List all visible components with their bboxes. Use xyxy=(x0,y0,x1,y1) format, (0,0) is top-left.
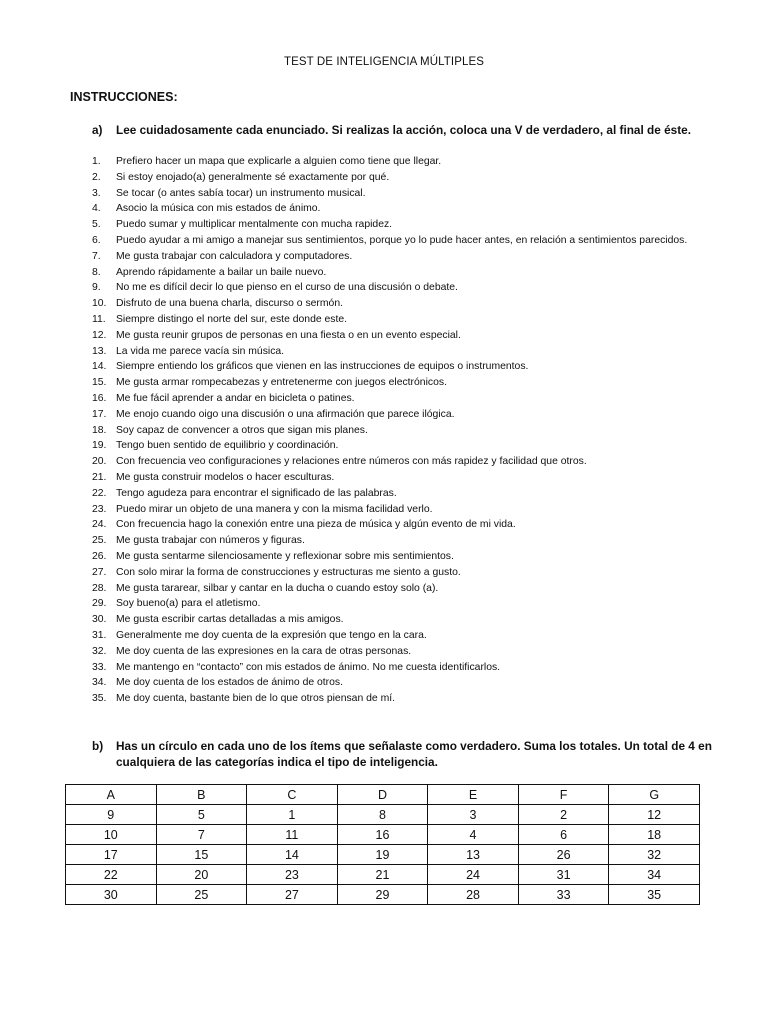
table-cell: 30 xyxy=(66,885,157,905)
statement-item xyxy=(92,596,712,612)
statement-text: Me gusta tararear, silbar y cantar en la ducha o cuando estoy solo (a). xyxy=(116,582,439,594)
statement-text: Me doy cuenta, bastante bien de lo que otros piensan de mí. xyxy=(116,693,395,705)
statement-number: 23. xyxy=(92,503,107,515)
statement-item xyxy=(92,296,712,312)
statement-item xyxy=(92,486,712,502)
statement-number: 16. xyxy=(92,392,107,404)
table-cell: 21 xyxy=(337,865,428,885)
instructions-heading: INSTRUCCIONES: xyxy=(70,90,178,104)
statement-item xyxy=(92,612,712,628)
table-cell: 22 xyxy=(66,865,157,885)
table-cell: 13 xyxy=(428,845,519,865)
table-cell: 35 xyxy=(609,885,700,905)
statement-number: 10. xyxy=(92,298,107,310)
statement-number: 33. xyxy=(92,661,107,673)
statement-number: 35. xyxy=(92,693,107,705)
statement-text: Me gusta trabajar con calculadora y computadores. xyxy=(116,250,353,262)
statement-number: 9. xyxy=(92,282,101,294)
statement-number: 27. xyxy=(92,566,107,578)
statement-item xyxy=(92,280,712,296)
statement-item xyxy=(92,565,712,581)
statement-text: Con solo mirar la forma de construcciones y estructuras me siento a gusto. xyxy=(116,566,461,578)
statement-number: 19. xyxy=(92,440,107,452)
statement-item xyxy=(92,549,712,565)
statement-list xyxy=(92,154,712,707)
table-cell: 3 xyxy=(428,805,519,825)
statement-text: Prefiero hacer un mapa que explicarle a alguien como tiene que llegar. xyxy=(116,156,442,167)
column-header: C xyxy=(247,785,338,805)
table-cell: 34 xyxy=(609,865,700,885)
statement-text: La vida me parece vacía sin música. xyxy=(116,345,285,357)
instruction-a xyxy=(92,122,691,138)
table-cell: 7 xyxy=(156,825,247,845)
statement-number: 18. xyxy=(92,424,107,436)
table-cell: 15 xyxy=(156,845,247,865)
statement-number: 17. xyxy=(92,408,107,420)
statement-number: 22. xyxy=(92,487,107,499)
table-cell: 31 xyxy=(518,865,609,885)
instruction-b-marker: b) xyxy=(92,739,104,753)
statement-text: Me gusta sentarme silenciosamente y reflexionar sobre mis sentimientos. xyxy=(116,550,454,562)
statement-text: Tengo buen sentido de equilibrio y coordinación. xyxy=(116,440,339,452)
statement-number: 20. xyxy=(92,456,107,468)
statement-text: Si estoy enojado(a) generalmente sé exactamente por qué. xyxy=(116,171,390,183)
table-cell: 19 xyxy=(337,845,428,865)
statement-item xyxy=(92,233,712,249)
statement-item xyxy=(92,217,712,233)
statement-item xyxy=(92,249,712,265)
statement-text: Me gusta armar rompecabezas y entretenerme con juegos electrónicos. xyxy=(116,377,447,389)
statement-text: No me es difícil decir lo que pienso en el curso de una discusión o debate. xyxy=(116,282,458,294)
statement-number: 1. xyxy=(92,156,101,167)
statement-item xyxy=(92,644,712,660)
statement-item xyxy=(92,628,712,644)
statement-number: 21. xyxy=(92,471,107,483)
table-cell: 12 xyxy=(609,805,700,825)
statement-text: Me mantengo en “contacto” con mis estados de ánimo. No me cuesta identificarlos. xyxy=(116,661,501,673)
statement-text: Con frecuencia hago la conexión entre una pieza de música y algún evento de mi vida. xyxy=(116,519,516,531)
statement-item xyxy=(92,186,712,202)
column-header: G xyxy=(609,785,700,805)
statement-item xyxy=(92,423,712,439)
statement-number: 4. xyxy=(92,203,101,215)
table-cell: 9 xyxy=(66,805,157,825)
statement-number: 34. xyxy=(92,677,107,689)
column-header: B xyxy=(156,785,247,805)
statement-text: Siempre distingo el norte del sur, este donde este. xyxy=(116,313,348,325)
statement-item xyxy=(92,344,712,360)
table-cell: 10 xyxy=(66,825,157,845)
statement-text: Con frecuencia veo configuraciones y relaciones entre números con más rapidez y facilidad que otros. xyxy=(116,456,587,468)
statement-text: Me gusta reunir grupos de personas en una fiesta o en un evento especial. xyxy=(116,329,461,341)
statement-text: Puedo sumar y multiplicar mentalmente con mucha rapidez. xyxy=(116,219,393,231)
statement-text: Puedo mirar un objeto de una manera y con la misma facilidad verlo. xyxy=(116,503,433,515)
statement-number: 5. xyxy=(92,219,101,231)
statement-text: Me fue fácil aprender a andar en bicicleta o patines. xyxy=(116,392,355,404)
statement-text: Disfruto de una buena charla, discurso o sermón. xyxy=(116,298,343,310)
table-cell: 14 xyxy=(247,845,338,865)
statement-text: Asocio la música con mis estados de ánimo. xyxy=(116,203,321,215)
statement-item xyxy=(92,328,712,344)
table-cell: 26 xyxy=(518,845,609,865)
statement-number: 7. xyxy=(92,250,101,262)
table-cell: 20 xyxy=(156,865,247,885)
statement-item xyxy=(92,533,712,549)
table-cell: 24 xyxy=(428,865,519,885)
column-header: E xyxy=(428,785,519,805)
statement-item xyxy=(92,375,712,391)
statement-item xyxy=(92,502,712,518)
statement-item xyxy=(92,154,712,170)
statement-item xyxy=(92,517,712,533)
table-cell: 4 xyxy=(428,825,519,845)
statement-text: Puedo ayudar a mi amigo a manejar sus sentimientos, porque yo lo pude hacer antes, en relación a sentimientos parecidos. xyxy=(116,234,688,246)
statement-text: Se tocar (o antes sabía tocar) un instrumento musical. xyxy=(116,187,366,199)
table-row xyxy=(66,865,700,885)
table-row xyxy=(66,805,700,825)
statement-text: Soy capaz de convencer a otros que sigan mis planes. xyxy=(116,424,368,436)
table-cell: 33 xyxy=(518,885,609,905)
table-cell: 6 xyxy=(518,825,609,845)
statement-text: Me gusta construir modelos o hacer esculturas. xyxy=(116,471,335,483)
statement-number: 8. xyxy=(92,266,101,278)
statement-number: 3. xyxy=(92,187,101,199)
table-row xyxy=(66,845,700,865)
statement-text: Tengo agudeza para encontrar el significado de las palabras. xyxy=(116,487,397,499)
table-cell: 32 xyxy=(609,845,700,865)
statement-number: 28. xyxy=(92,582,107,594)
document-title: TEST DE INTELIGENCIA MÚLTIPLES xyxy=(283,56,485,68)
table-cell: 18 xyxy=(609,825,700,845)
instruction-b-text: Has un círculo en cada uno de los ítems que señalaste como verdadero. Suma los totales. Un total de 4 en cualquiera de las categorías indica el tipo de inteligencia. xyxy=(116,739,712,769)
statement-item xyxy=(92,312,712,328)
table-cell: 5 xyxy=(156,805,247,825)
statement-number: 26. xyxy=(92,550,107,562)
statement-item xyxy=(92,391,712,407)
statement-text: Me gusta escribir cartas detalladas a mis amigos. xyxy=(116,614,344,626)
statement-item xyxy=(92,691,712,707)
table-cell: 8 xyxy=(337,805,428,825)
table-cell: 11 xyxy=(247,825,338,845)
statement-number: 12. xyxy=(92,329,107,341)
statement-text: Siempre entiendo los gráficos que vienen en las instrucciones de equipos o instrumentos. xyxy=(116,361,529,373)
statement-number: 31. xyxy=(92,629,107,641)
instruction-b xyxy=(92,738,712,770)
statement-item xyxy=(92,359,712,375)
statement-text: Me enojo cuando oigo una discusión o una afirmación que parece ilógica. xyxy=(116,408,455,420)
statement-number: 15. xyxy=(92,377,107,389)
table-cell: 16 xyxy=(337,825,428,845)
statement-number: 30. xyxy=(92,614,107,626)
table-cell: 25 xyxy=(156,885,247,905)
statement-item xyxy=(92,438,712,454)
table-cell: 29 xyxy=(337,885,428,905)
statement-item xyxy=(92,407,712,423)
statement-item xyxy=(92,581,712,597)
statement-number: 29. xyxy=(92,598,107,610)
instruction-a-marker: a) xyxy=(92,123,103,137)
statement-text: Soy bueno(a) para el atletismo. xyxy=(116,598,261,610)
table-cell: 27 xyxy=(247,885,338,905)
table-row xyxy=(66,825,700,845)
table-cell: 2 xyxy=(518,805,609,825)
table-header-row xyxy=(66,785,700,805)
column-header: F xyxy=(518,785,609,805)
statement-number: 2. xyxy=(92,171,101,183)
statement-text: Aprendo rápidamente a bailar un baile nuevo. xyxy=(116,266,327,278)
table-cell: 1 xyxy=(247,805,338,825)
table-body xyxy=(66,805,700,905)
statement-number: 25. xyxy=(92,535,107,547)
statement-text: Me gusta trabajar con números y figuras. xyxy=(116,535,305,547)
statement-text: Me doy cuenta de las expresiones en la cara de otras personas. xyxy=(116,645,412,657)
table-row xyxy=(66,885,700,905)
instruction-a-text: Lee cuidadosamente cada enunciado. Si realizas la acción, coloca una V de verdadero, al final de éste. xyxy=(116,123,691,137)
column-header: D xyxy=(337,785,428,805)
statement-text: Generalmente me doy cuenta de la expresión que tengo en la cara. xyxy=(116,629,427,641)
statement-number: 14. xyxy=(92,361,107,373)
statement-item xyxy=(92,265,712,281)
statement-number: 11. xyxy=(92,313,106,325)
column-header: A xyxy=(66,785,157,805)
intelligence-category-table xyxy=(65,784,700,905)
statement-item xyxy=(92,201,712,217)
statement-item xyxy=(92,675,712,691)
statement-number: 13. xyxy=(92,345,107,357)
table-cell: 17 xyxy=(66,845,157,865)
table-cell: 28 xyxy=(428,885,519,905)
statement-number: 24. xyxy=(92,519,107,531)
statement-number: 6. xyxy=(92,234,101,246)
table-cell: 23 xyxy=(247,865,338,885)
statement-item xyxy=(92,470,712,486)
statement-item xyxy=(92,454,712,470)
statement-number: 32. xyxy=(92,645,107,657)
statement-item xyxy=(92,660,712,676)
statement-text: Me doy cuenta de los estados de ánimo de otros. xyxy=(116,677,344,689)
statement-item xyxy=(92,170,712,186)
